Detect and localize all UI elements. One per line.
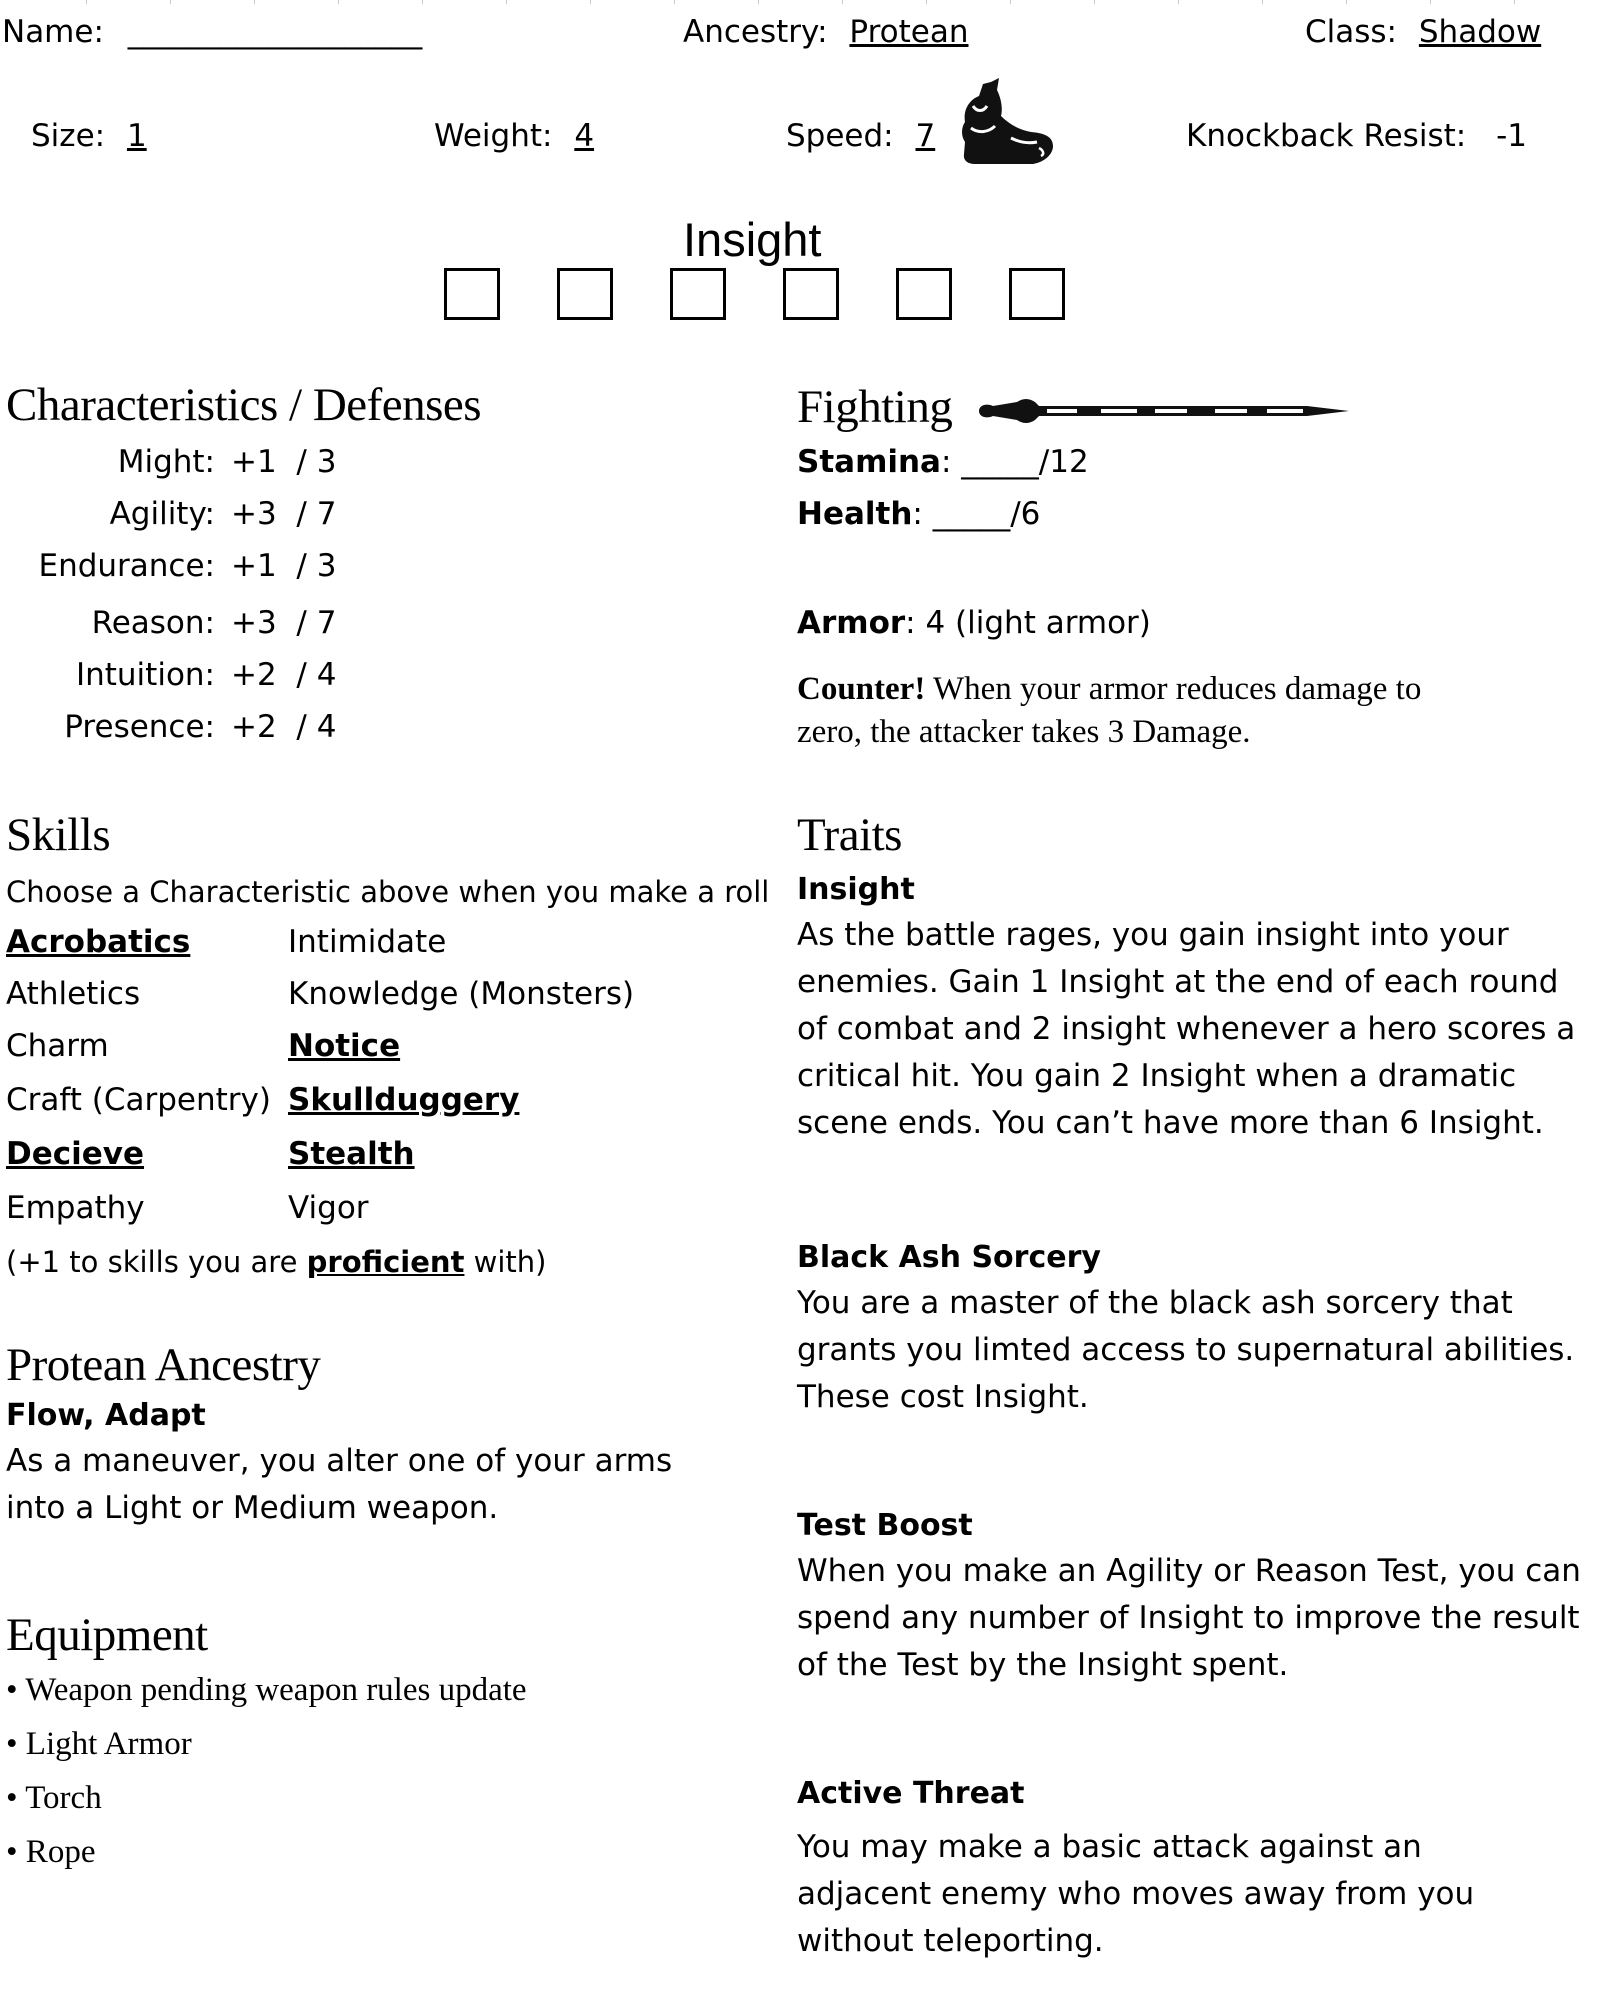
trait-insight-name: Insight xyxy=(797,872,915,907)
speed-field xyxy=(786,118,935,154)
char-value: +2 / 4 xyxy=(231,709,337,745)
char-value: +2 / 4 xyxy=(231,657,337,693)
trait-line: of the Test by the Insight spent. xyxy=(797,1647,1289,1683)
name-field[interactable] xyxy=(2,14,422,50)
speed-value: 7 xyxy=(915,118,936,154)
trait-black-ash-name: Black Ash Sorcery xyxy=(797,1240,1101,1275)
size-field xyxy=(31,118,147,154)
knockback-label: Knockback Resist: xyxy=(1186,118,1467,154)
weight-field xyxy=(434,118,594,154)
char-label: Agility: xyxy=(109,496,215,532)
equipment-title: Equipment xyxy=(6,1609,208,1661)
health-field xyxy=(797,496,1040,532)
counter-text xyxy=(797,668,1421,754)
traits-title: Traits xyxy=(797,809,902,861)
trait-line: spend any number of Insight to improve the result xyxy=(797,1600,1580,1636)
weight-value: 4 xyxy=(574,118,595,154)
char-label: Presence: xyxy=(64,709,215,745)
class-value: Shadow xyxy=(1418,14,1542,50)
counter-line: zero, the attacker takes 3 Damage. xyxy=(797,714,1251,750)
knockback-value: -1 xyxy=(1496,118,1527,154)
ancestry-ability-name: Flow, Adapt xyxy=(6,1398,206,1433)
equipment-item: • Light Armor xyxy=(6,1726,192,1762)
armor-value: : 4 (light armor) xyxy=(905,605,1151,641)
trait-line: When you make an Agility or Reason Test, you can xyxy=(797,1553,1581,1589)
ancestry-line: As a maneuver, you alter one of your arms xyxy=(6,1443,673,1479)
ancestry-line: into a Light or Medium weapon. xyxy=(6,1490,499,1526)
trait-test-boost-text xyxy=(797,1548,1581,1689)
skill-knowledge[interactable]: Knowledge (Monsters) xyxy=(288,976,635,1012)
stamina-label: Stamina xyxy=(797,444,941,480)
skill-charm[interactable]: Charm xyxy=(6,1028,109,1064)
size-value: 1 xyxy=(126,118,147,154)
trait-line: As the battle rages, you gain insight into your xyxy=(797,917,1509,953)
counter-line: When your armor reduces damage to xyxy=(925,671,1422,707)
equipment-item: • Rope xyxy=(6,1834,96,1870)
skill-acrobatics[interactable]: Acrobatics xyxy=(6,924,191,960)
char-value: +1 / 3 xyxy=(231,444,337,480)
equipment-item: • Weapon pending weapon rules update xyxy=(6,1672,527,1708)
boot-icon xyxy=(953,76,1057,170)
insight-box-2[interactable] xyxy=(557,268,613,320)
skill-craft[interactable]: Craft (Carpentry) xyxy=(6,1082,271,1118)
trait-line: You are a master of the black ash sorcery that xyxy=(797,1285,1513,1321)
speed-label: Speed: xyxy=(786,118,894,154)
footnote-text: (+1 to skills you are xyxy=(6,1245,307,1279)
insight-title: Insight xyxy=(683,213,822,266)
fighting-title: Fighting xyxy=(797,381,953,433)
insight-box-6[interactable] xyxy=(1009,268,1065,320)
trait-active-threat-name: Active Threat xyxy=(797,1776,1025,1811)
health-label: Health xyxy=(797,496,913,532)
skills-footnote xyxy=(6,1245,547,1279)
counter-label: Counter! xyxy=(797,671,926,707)
trait-line: enemies. Gain 1 Insight at the end of each round xyxy=(797,964,1559,1000)
skill-empathy[interactable]: Empathy xyxy=(6,1190,145,1226)
armor-field xyxy=(797,605,1151,641)
skill-notice[interactable]: Notice xyxy=(288,1028,401,1064)
ancestry-ability-text xyxy=(6,1438,672,1532)
characteristics-title: Characteristics / Defenses xyxy=(6,379,482,431)
skill-vigor[interactable]: Vigor xyxy=(288,1190,369,1226)
trait-line: These cost Insight. xyxy=(797,1379,1089,1415)
char-label: Intuition: xyxy=(75,657,215,693)
char-label: Might: xyxy=(117,444,215,480)
trait-active-threat-text xyxy=(797,1824,1474,1965)
ancestry-field xyxy=(683,14,968,50)
insight-box-4[interactable] xyxy=(783,268,839,320)
knockback-field xyxy=(1186,118,1527,154)
insight-box-5[interactable] xyxy=(896,268,952,320)
trait-black-ash-text xyxy=(797,1280,1574,1421)
health-value[interactable]: : _____/6 xyxy=(912,496,1041,532)
char-value: +1 / 3 xyxy=(231,548,337,584)
stamina-field xyxy=(797,444,1089,480)
name-label: Name: xyxy=(2,14,104,50)
skill-stealth[interactable]: Stealth xyxy=(288,1136,415,1172)
trait-line: of combat and 2 insight whenever a hero scores a xyxy=(797,1011,1576,1047)
stamina-value[interactable]: : _____/12 xyxy=(940,444,1089,480)
skills-title: Skills xyxy=(6,809,111,861)
skills-instruction: Choose a Characteristic above when you make a roll xyxy=(6,875,770,909)
name-value[interactable]: ___________________ xyxy=(127,14,423,50)
sword-icon xyxy=(977,392,1373,430)
trait-line: adjacent enemy who moves away from you xyxy=(797,1876,1475,1912)
skill-athletics[interactable]: Athletics xyxy=(6,976,141,1012)
trait-line: grants you limted access to supernatural abilities. xyxy=(797,1332,1575,1368)
equipment-item: • Torch xyxy=(6,1780,102,1816)
char-value: +3 / 7 xyxy=(231,496,337,532)
ancestry-label: Ancestry: xyxy=(683,14,828,50)
insight-box-1[interactable] xyxy=(444,268,500,320)
skill-skullduggery[interactable]: Skullduggery xyxy=(288,1082,520,1118)
weight-label: Weight: xyxy=(434,118,553,154)
trait-line: critical hit. You gain 2 Insight when a dramatic xyxy=(797,1058,1517,1094)
ancestry-section-title: Protean Ancestry xyxy=(6,1339,321,1391)
trait-insight-text xyxy=(797,912,1575,1147)
char-label: Endurance: xyxy=(38,548,215,584)
insight-box-3[interactable] xyxy=(670,268,726,320)
char-label: Reason: xyxy=(91,605,215,641)
skill-decieve[interactable]: Decieve xyxy=(6,1136,145,1172)
class-field xyxy=(1305,14,1541,50)
trait-line: You may make a basic attack against an xyxy=(797,1829,1422,1865)
ancestry-value: Protean xyxy=(849,14,969,50)
size-label: Size: xyxy=(31,118,106,154)
armor-label: Armor xyxy=(797,605,906,641)
class-label: Class: xyxy=(1305,14,1398,50)
trait-line: without teleporting. xyxy=(797,1923,1104,1959)
skill-intimidate[interactable]: Intimidate xyxy=(288,924,447,960)
char-value: +3 / 7 xyxy=(231,605,337,641)
trait-line: scene ends. You can’t have more than 6 Insight. xyxy=(797,1105,1544,1141)
footnote-proficient: proficient xyxy=(306,1245,465,1279)
footnote-text: with) xyxy=(464,1245,547,1279)
trait-test-boost-name: Test Boost xyxy=(797,1508,973,1543)
